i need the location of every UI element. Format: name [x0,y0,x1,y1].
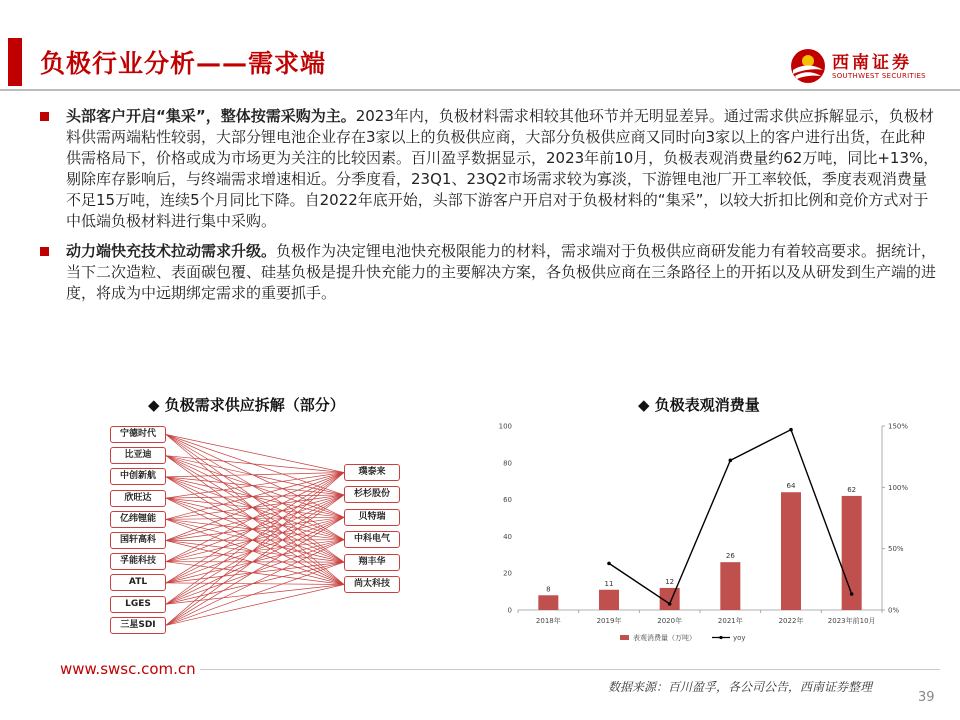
bullet-list [40,106,940,313]
customer-node: 三星SDI [110,617,166,634]
supplier-node: 贝特瑞 [344,509,400,526]
connection-line [166,473,344,626]
supply-demand-diagram [104,392,424,642]
y-tick-label: 100 [498,422,512,431]
connection-line [166,540,344,583]
y-tick-label: 60 [503,496,512,505]
yoy-point [729,459,733,463]
customer-node: 比亚迪 [110,447,166,464]
customer-node: 国轩高科 [110,532,166,549]
connection-line [166,541,344,563]
y2-tick-label: 50% [888,545,904,554]
customer-node: 中创新航 [110,468,166,485]
bar-data-label: 8 [546,585,551,594]
legend-bar-swatch [620,635,629,640]
connection-line [166,456,344,473]
connection-line [166,541,344,585]
connection-line [166,519,344,539]
bullet-square-icon [40,112,49,121]
logo-text-cn: 西南证券 [832,53,912,73]
yoy-point [850,592,854,596]
y2-tick-label: 150% [888,422,909,431]
chart-title: ◆ 负极表观消费量 [638,396,760,414]
title-accent-bar [8,38,22,86]
footer-url[interactable]: www.swsc.com.cn [60,660,196,678]
swsc-logo-mark-icon [790,48,826,84]
connection-line [166,495,344,625]
supplier-node: 杉杉股份 [344,486,400,503]
customer-node: 欣旺达 [110,490,166,507]
bullet-text: 负极作为决定锂电池快充极限能力的材料，需求端对于负极供应商研发能力有着较高要求。据统计，当下二次造粒、表面碳包覆、硅基负极是提升快充能力的主要解决方案，各负极供应商在三条路径上的开拓以及从研发到生产端的进度，将成为中远期绑定需求的重要抓手。 [66,242,937,302]
y-tick-label: 20 [503,569,512,578]
y2-tick-label: 100% [888,483,909,492]
bullet-item [40,241,940,304]
page-title: 负极行业分析——需求端 [40,49,327,78]
x-tick-label: 2023年前10月 [827,617,876,625]
bar-2018年 [538,595,558,610]
header-divider [0,89,960,91]
connection-line [166,585,344,626]
consumption-chart [488,392,928,652]
legend-line-marker [719,636,722,639]
diagram-network [104,422,424,642]
bar-2022年 [781,492,801,610]
logo-text-en: SOUTHWEST SECURITIES [832,72,926,80]
customer-node: 亿纬锂能 [110,511,166,528]
x-tick-label: 2020年 [657,617,683,625]
x-tick-label: 2022年 [778,617,804,625]
y2-tick-label: 0% [888,606,900,615]
bar-data-label: 62 [847,485,857,494]
connection-line [166,540,344,626]
page-number: 39 [918,690,935,705]
bullet-square-icon [40,247,49,256]
bullet-heading: 动力端快充技术拉动需求升级。 [66,242,277,260]
bar-2019年 [599,590,619,610]
legend-bar-label: 表观消费量（万吨） [633,634,696,642]
yoy-point [668,602,672,606]
bullet-heading: 头部客户开启“集采”，整体按需采购为主。 [66,107,356,125]
supplier-node: 尚太科技 [344,576,400,593]
customer-node: ATL [110,574,166,591]
legend-line-label: yoy [733,634,746,642]
customer-node: 宁德时代 [110,426,166,443]
bar-data-label: 26 [725,552,735,561]
bar-2021年 [720,562,740,610]
x-tick-label: 2021年 [717,617,743,625]
y-tick-label: 40 [503,532,512,541]
connection-line [166,473,344,583]
chart-plot [488,420,928,652]
bar-data-label: 12 [665,577,675,586]
diagram-title: ◆ 负极需求供应拆解（部分） [148,396,345,414]
bar-data-label: 64 [786,482,796,491]
bullet-text: 2023年内，负极材料需求相较其他环节并无明显差异。通过需求供应拆解显示，负极材料供需两端粘性较弱，大部分锂电池企业存在3家以上的负极供应商，大部分负极供应商又同时向3家以上的客户进行出货，在此种供需格局下，价格或成为市场更为关注的比较因素。百川盈孚数据显示，2023年前10月，负极表观消费量约62万吨，同比+13%，剔除库存影响后，与终端需求增速相近。分季度看，23Q1、23Q2市场需求较为寡淡，下游锂电池厂开工率较低，季度表观消费量不足15万吨，连续5个月同比下降。自2022年底开始，头部下游客户开启对于负极材料的“集采”，以较大折扣比例和竞价方式对于中低端负极材料进行集中采购。 [66,107,939,230]
supplier-node: 翔丰华 [344,554,400,571]
y-tick-label: 80 [503,459,512,468]
yoy-point [607,562,611,566]
supplier-node: 中科电气 [344,531,400,548]
footer-divider [200,669,940,670]
customer-node: 孚能科技 [110,553,166,570]
bar-data-label: 11 [604,579,614,588]
supplier-node: 璞泰来 [344,464,400,481]
yoy-point [789,428,793,432]
company-logo [790,46,940,86]
connection-line [166,540,344,562]
y-tick-label: 0 [507,606,512,615]
data-source: 数据来源：百川盈孚，各公司公告，西南证券整理 [608,680,873,694]
customer-node: LGES [110,596,166,613]
x-tick-label: 2019年 [596,617,622,625]
bullet-item [40,106,940,232]
x-tick-label: 2018年 [535,617,561,625]
